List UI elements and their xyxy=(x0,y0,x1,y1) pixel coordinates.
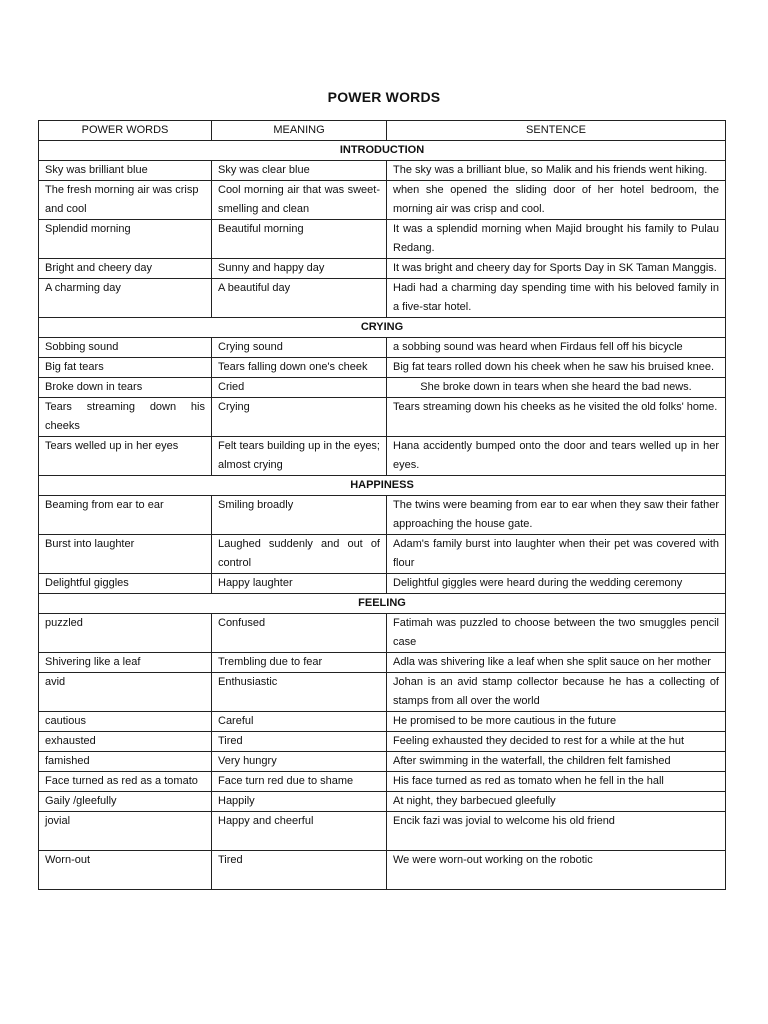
table-row xyxy=(39,279,726,318)
sentence-cell: After swimming in the waterfall, the children felt famished xyxy=(387,752,726,772)
power-word-cell: Burst into laughter xyxy=(39,535,212,574)
table-row xyxy=(39,792,726,812)
power-word-cell: A charming day xyxy=(39,279,212,318)
sentence-cell: Delightful giggles were heard during the wedding ceremony xyxy=(387,574,726,594)
sentence-cell: She broke down in tears when she heard the bad news. xyxy=(387,378,726,398)
sentence-cell: His face turned as red as tomato when he fell in the hall xyxy=(387,772,726,792)
sentence-cell: Big fat tears rolled down his cheek when he saw his bruised knee. xyxy=(387,358,726,378)
power-word-cell: Face turned as red as a tomato xyxy=(39,772,212,792)
section-title: HAPPINESS xyxy=(39,476,726,496)
meaning-cell: Crying sound xyxy=(212,338,387,358)
sentence-cell: Feeling exhausted they decided to rest for a while at the hut xyxy=(387,732,726,752)
meaning-cell: Felt tears building up in the eyes; almost crying xyxy=(212,437,387,476)
table-row xyxy=(39,812,726,851)
page-title: POWER WORDS xyxy=(327,89,441,105)
power-word-cell: avid xyxy=(39,673,212,712)
sentence-cell: The sky was a brilliant blue, so Malik and his friends went hiking. xyxy=(387,161,726,181)
table-row xyxy=(39,437,726,476)
section-title: CRYING xyxy=(39,318,726,338)
table-row xyxy=(39,614,726,653)
sentence-cell: Fatimah was puzzled to choose between the two smuggles pencil case xyxy=(387,614,726,653)
meaning-cell: Happily xyxy=(212,792,387,812)
header-meaning: MEANING xyxy=(212,121,387,141)
power-word-cell: jovial xyxy=(39,812,212,851)
meaning-cell: Careful xyxy=(212,712,387,732)
sentence-cell: Adam's family burst into laughter when their pet was covered with flour xyxy=(387,535,726,574)
table-row xyxy=(39,398,726,437)
table-row xyxy=(39,259,726,279)
power-word-cell: Worn-out xyxy=(39,851,212,890)
sentence-cell: At night, they barbecued gleefully xyxy=(387,792,726,812)
sentence-cell: We were worn-out working on the robotic xyxy=(387,851,726,890)
power-word-cell: Delightful giggles xyxy=(39,574,212,594)
sentence-cell: Adla was shivering like a leaf when she split sauce on her mother xyxy=(387,653,726,673)
table-row xyxy=(39,574,726,594)
table-row xyxy=(39,772,726,792)
header-row xyxy=(39,121,726,141)
sentence-cell: when she opened the sliding door of her hotel bedroom, the morning air was crisp and cool. xyxy=(387,181,726,220)
sentence-cell: He promised to be more cautious in the future xyxy=(387,712,726,732)
meaning-cell: Tired xyxy=(212,732,387,752)
table-row xyxy=(39,220,726,259)
power-word-cell: Sky was brilliant blue xyxy=(39,161,212,181)
power-word-cell: The fresh morning air was crisp and cool xyxy=(39,181,212,220)
meaning-cell: A beautiful day xyxy=(212,279,387,318)
meaning-cell: Tired xyxy=(212,851,387,890)
table-row xyxy=(39,338,726,358)
meaning-cell: Confused xyxy=(212,614,387,653)
sentence-cell: Hana accidently bumped onto the door and tears welled up in her eyes. xyxy=(387,437,726,476)
section-title: INTRODUCTION xyxy=(39,141,726,161)
section-row-happiness xyxy=(39,476,726,496)
sentence-cell: Hadi had a charming day spending time with his beloved family in a five-star hotel. xyxy=(387,279,726,318)
header-sentence: SENTENCE xyxy=(387,121,726,141)
table-row xyxy=(39,496,726,535)
table-row xyxy=(39,535,726,574)
sentence-cell: It was bright and cheery day for Sports Day in SK Taman Manggis. xyxy=(387,259,726,279)
power-word-cell: Sobbing sound xyxy=(39,338,212,358)
meaning-cell: Sky was clear blue xyxy=(212,161,387,181)
meaning-cell: Sunny and happy day xyxy=(212,259,387,279)
section-row-introduction xyxy=(39,141,726,161)
sentence-cell: It was a splendid morning when Majid brought his family to Pulau Redang. xyxy=(387,220,726,259)
section-row-feeling xyxy=(39,594,726,614)
table-row xyxy=(39,161,726,181)
power-word-cell: Tears streaming down his cheeks xyxy=(39,398,212,437)
power-word-cell: Shivering like a leaf xyxy=(39,653,212,673)
power-word-cell: Bright and cheery day xyxy=(39,259,212,279)
meaning-cell: Crying xyxy=(212,398,387,437)
sentence-cell: a sobbing sound was heard when Firdaus fell off his bicycle xyxy=(387,338,726,358)
table-row xyxy=(39,851,726,890)
table-row xyxy=(39,752,726,772)
section-title: FEELING xyxy=(39,594,726,614)
power-word-cell: Gaily /gleefully xyxy=(39,792,212,812)
section-row-crying xyxy=(39,318,726,338)
meaning-cell: Enthusiastic xyxy=(212,673,387,712)
table-row xyxy=(39,358,726,378)
meaning-cell: Very hungry xyxy=(212,752,387,772)
header-power-words: POWER WORDS xyxy=(39,121,212,141)
sentence-cell: The twins were beaming from ear to ear when they saw their father approaching the house gate. xyxy=(387,496,726,535)
meaning-cell: Trembling due to fear xyxy=(212,653,387,673)
meaning-cell: Cried xyxy=(212,378,387,398)
table-row xyxy=(39,653,726,673)
sentence-cell: Encik fazi was jovial to welcome his old friend xyxy=(387,812,726,851)
table-row xyxy=(39,378,726,398)
power-word-cell: Splendid morning xyxy=(39,220,212,259)
power-words-table xyxy=(38,120,726,890)
power-word-cell: Tears welled up in her eyes xyxy=(39,437,212,476)
power-word-cell: Broke down in tears xyxy=(39,378,212,398)
power-word-cell: exhausted xyxy=(39,732,212,752)
meaning-cell: Happy laughter xyxy=(212,574,387,594)
table-row xyxy=(39,181,726,220)
power-word-cell: cautious xyxy=(39,712,212,732)
meaning-cell: Cool morning air that was sweet-smelling and clean xyxy=(212,181,387,220)
sentence-cell: Tears streaming down his cheeks as he visited the old folks' home. xyxy=(387,398,726,437)
meaning-cell: Happy and cheerful xyxy=(212,812,387,851)
meaning-cell: Face turn red due to shame xyxy=(212,772,387,792)
power-word-cell: Big fat tears xyxy=(39,358,212,378)
power-word-cell: famished xyxy=(39,752,212,772)
power-word-cell: Beaming from ear to ear xyxy=(39,496,212,535)
meaning-cell: Smiling broadly xyxy=(212,496,387,535)
power-word-cell: puzzled xyxy=(39,614,212,653)
meaning-cell: Laughed suddenly and out of control xyxy=(212,535,387,574)
meaning-cell: Beautiful morning xyxy=(212,220,387,259)
table-row xyxy=(39,712,726,732)
sentence-cell: Johan is an avid stamp collector because he has a collecting of stamps from all over the world xyxy=(387,673,726,712)
table-row xyxy=(39,673,726,712)
meaning-cell: Tears falling down one's cheek xyxy=(212,358,387,378)
table-row xyxy=(39,732,726,752)
